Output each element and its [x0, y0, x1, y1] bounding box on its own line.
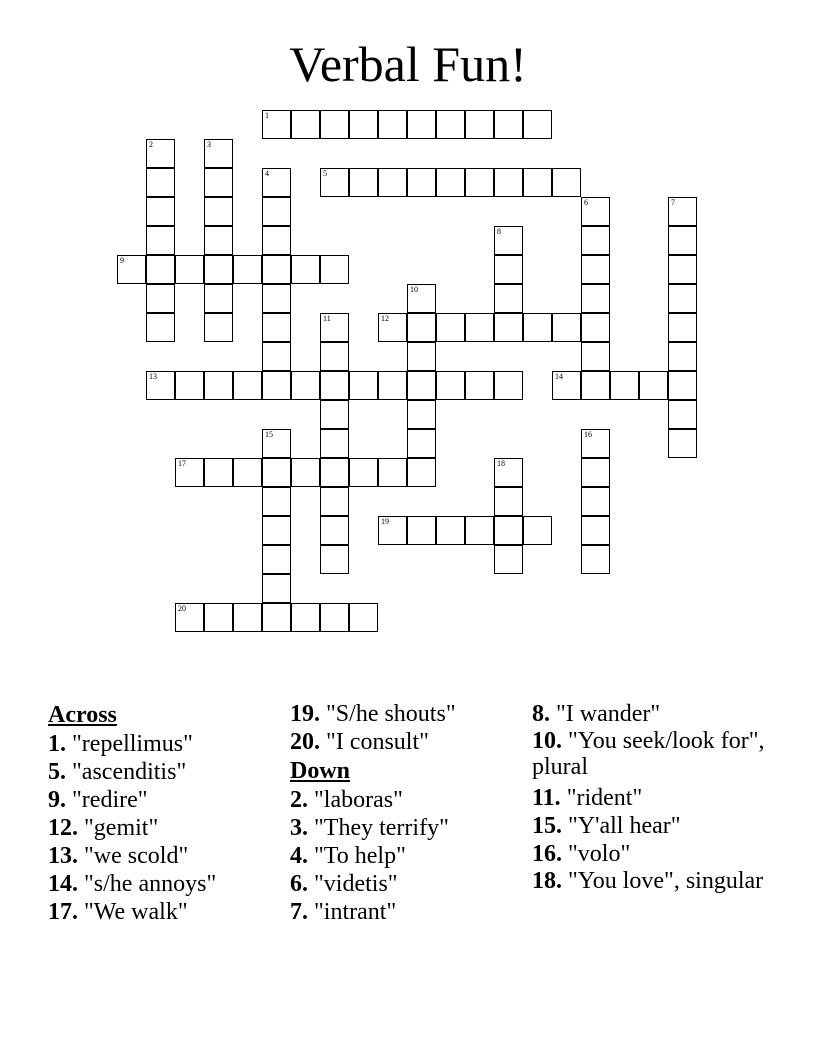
clue-down-4 — [290, 842, 530, 870]
clue-text: "To help" — [314, 843, 406, 869]
grid-cell[interactable] — [204, 168, 233, 197]
clue-number: 3. — [290, 815, 308, 841]
grid-cell[interactable] — [349, 371, 378, 400]
grid-cell[interactable] — [291, 603, 320, 632]
grid-cell[interactable] — [291, 458, 320, 487]
grid-cell[interactable] — [320, 458, 349, 487]
grid-cell[interactable] — [436, 516, 465, 545]
grid-cell[interactable] — [378, 313, 407, 342]
grid-cell[interactable] — [407, 429, 436, 458]
grid-cell[interactable] — [668, 284, 697, 313]
grid-cell[interactable] — [262, 516, 291, 545]
grid-cell[interactable] — [146, 168, 175, 197]
grid-cell[interactable] — [378, 516, 407, 545]
cell-number: 6 — [584, 198, 588, 207]
clue-down-8 — [532, 700, 782, 728]
clue-number: 13. — [48, 843, 78, 869]
clue-across-20 — [290, 728, 530, 756]
grid-cell[interactable] — [146, 284, 175, 313]
grid-cell[interactable] — [465, 371, 494, 400]
grid-cell[interactable] — [523, 110, 552, 139]
cell-number: 15 — [265, 430, 273, 439]
grid-cell[interactable] — [204, 371, 233, 400]
grid-cell[interactable] — [262, 545, 291, 574]
cell-number: 14 — [555, 372, 563, 381]
grid-cell[interactable] — [204, 255, 233, 284]
grid-cell[interactable] — [552, 168, 581, 197]
grid-cell[interactable] — [494, 226, 523, 255]
clue-number: 18. — [532, 868, 562, 894]
clue-text: "I consult" — [326, 729, 429, 755]
grid-cell[interactable] — [320, 487, 349, 516]
grid-cell[interactable] — [407, 342, 436, 371]
grid-cell[interactable] — [378, 168, 407, 197]
down-heading: Down — [290, 758, 351, 784]
grid-cell[interactable] — [639, 371, 668, 400]
clue-number: 1. — [48, 731, 66, 757]
cell-number: 4 — [265, 169, 269, 178]
grid-cell[interactable] — [668, 255, 697, 284]
grid-cell[interactable] — [378, 371, 407, 400]
grid-cell[interactable] — [320, 110, 349, 139]
grid-cell[interactable] — [233, 603, 262, 632]
clue-across-1 — [48, 730, 288, 758]
clue-text: "I wander" — [556, 701, 661, 727]
cell-number: 9 — [120, 256, 124, 265]
clue-down-3 — [290, 814, 530, 842]
grid-cell[interactable] — [581, 458, 610, 487]
grid-cell[interactable] — [291, 371, 320, 400]
grid-cell[interactable] — [436, 110, 465, 139]
grid-cell[interactable] — [581, 545, 610, 574]
grid-cell[interactable] — [407, 371, 436, 400]
clue-number: 12. — [48, 815, 78, 841]
grid-cell[interactable] — [436, 313, 465, 342]
clue-number: 4. — [290, 843, 308, 869]
grid-cell[interactable] — [262, 255, 291, 284]
cell-number: 1 — [265, 111, 269, 120]
cell-number: 19 — [381, 517, 389, 526]
grid-cell[interactable] — [262, 226, 291, 255]
grid-cell[interactable] — [668, 197, 697, 226]
grid-cell[interactable] — [494, 371, 523, 400]
grid-cell[interactable] — [668, 371, 697, 400]
grid-cell[interactable] — [668, 313, 697, 342]
grid-cell[interactable] — [262, 574, 291, 603]
grid-cell[interactable] — [407, 400, 436, 429]
grid-cell[interactable] — [494, 255, 523, 284]
cell-number: 11 — [323, 314, 331, 323]
grid-cell[interactable] — [378, 458, 407, 487]
grid-cell[interactable] — [668, 342, 697, 371]
clue-text: "They terrify" — [314, 815, 449, 841]
cell-number: 16 — [584, 430, 592, 439]
grid-cell[interactable] — [581, 429, 610, 458]
grid-cell[interactable] — [581, 226, 610, 255]
grid-cell[interactable] — [320, 516, 349, 545]
cell-number: 5 — [323, 169, 327, 178]
grid-cell[interactable] — [262, 110, 291, 139]
grid-cell[interactable] — [552, 313, 581, 342]
grid-cell[interactable] — [668, 400, 697, 429]
grid-cell[interactable] — [175, 458, 204, 487]
clue-number: 2. — [290, 787, 308, 813]
grid-cell[interactable] — [407, 110, 436, 139]
grid-cell[interactable] — [291, 255, 320, 284]
clue-text: "gemit" — [84, 815, 159, 841]
clue-text: "videtis" — [314, 871, 398, 897]
grid-cell[interactable] — [494, 168, 523, 197]
grid-cell[interactable] — [320, 255, 349, 284]
cell-number: 3 — [207, 140, 211, 149]
clue-down-6 — [290, 870, 530, 898]
grid-cell[interactable] — [146, 226, 175, 255]
grid-cell[interactable] — [262, 342, 291, 371]
clue-text: "You love", singular — [568, 868, 764, 894]
clue-text: "redire" — [72, 787, 148, 813]
grid-cell[interactable] — [581, 313, 610, 342]
grid-cell[interactable] — [262, 487, 291, 516]
clue-number: 5. — [48, 759, 66, 785]
grid-cell[interactable] — [465, 516, 494, 545]
grid-cell[interactable] — [204, 603, 233, 632]
clue-text: "intrant" — [314, 899, 397, 925]
clue-text: "laboras" — [314, 787, 403, 813]
grid-cell[interactable] — [552, 371, 581, 400]
cell-number: 20 — [178, 604, 186, 613]
grid-cell[interactable] — [407, 313, 436, 342]
grid-cell[interactable] — [581, 197, 610, 226]
grid-cell[interactable] — [146, 255, 175, 284]
clue-down-18 — [532, 868, 782, 894]
cell-number: 10 — [410, 285, 418, 294]
grid-cell[interactable] — [349, 110, 378, 139]
grid-cell[interactable] — [668, 429, 697, 458]
grid-cell[interactable] — [175, 603, 204, 632]
grid-cell[interactable] — [117, 255, 146, 284]
clue-column-2 — [290, 700, 530, 926]
grid-cell[interactable] — [465, 313, 494, 342]
clue-across-12 — [48, 814, 288, 842]
grid-cell[interactable] — [523, 516, 552, 545]
cell-number: 2 — [149, 140, 153, 149]
grid-cell[interactable] — [494, 458, 523, 487]
clue-number: 8. — [532, 701, 550, 727]
cell-number: 18 — [497, 459, 505, 468]
grid-cell[interactable] — [262, 458, 291, 487]
grid-cell[interactable] — [320, 429, 349, 458]
grid-cell[interactable] — [262, 197, 291, 226]
clue-text: "Y'all hear" — [568, 813, 681, 839]
grid-cell[interactable] — [204, 139, 233, 168]
grid-cell[interactable] — [291, 110, 320, 139]
grid-cell[interactable] — [320, 545, 349, 574]
grid-cell[interactable] — [407, 168, 436, 197]
grid-cell[interactable] — [523, 313, 552, 342]
clue-down-15 — [532, 812, 782, 840]
clue-column-3 — [532, 700, 782, 898]
puzzle-title: Verbal Fun! — [289, 36, 527, 92]
clue-text: "ascenditis" — [72, 759, 187, 785]
clue-down-2 — [290, 786, 530, 814]
grid-cell[interactable] — [175, 255, 204, 284]
grid-cell[interactable] — [320, 400, 349, 429]
grid-cell[interactable] — [610, 371, 639, 400]
clue-number: 15. — [532, 813, 562, 839]
grid-cell[interactable] — [146, 371, 175, 400]
clue-text: "volo" — [568, 841, 631, 867]
grid-cell[interactable] — [407, 458, 436, 487]
grid-cell[interactable] — [581, 255, 610, 284]
clue-number: 19. — [290, 701, 320, 727]
grid-cell[interactable] — [494, 545, 523, 574]
clue-text: "S/he shouts" — [326, 701, 456, 727]
clue-number: 11. — [532, 785, 561, 811]
clue-text: "We walk" — [84, 899, 188, 925]
grid-cell[interactable] — [204, 458, 233, 487]
grid-cell[interactable] — [233, 371, 262, 400]
clue-number: 20. — [290, 729, 320, 755]
grid-cell[interactable] — [146, 197, 175, 226]
clue-text: "repellimus" — [72, 731, 193, 757]
clue-text: "we scold" — [84, 843, 189, 869]
cell-number: 12 — [381, 314, 389, 323]
grid-cell[interactable] — [668, 226, 697, 255]
grid-cell[interactable] — [262, 429, 291, 458]
grid-cell[interactable] — [407, 284, 436, 313]
grid-cell[interactable] — [349, 458, 378, 487]
grid-cell[interactable] — [233, 458, 262, 487]
clue-number: 6. — [290, 871, 308, 897]
grid-cell[interactable] — [494, 284, 523, 313]
grid-cell[interactable] — [378, 110, 407, 139]
clue-across-17 — [48, 898, 288, 926]
clue-across-14 — [48, 870, 288, 898]
cell-number: 8 — [497, 227, 501, 236]
clue-down-11 — [532, 784, 782, 812]
clue-across-9 — [48, 786, 288, 814]
grid-cell[interactable] — [494, 487, 523, 516]
grid-cell[interactable] — [320, 371, 349, 400]
clue-number: 17. — [48, 899, 78, 925]
clue-number: 16. — [532, 841, 562, 867]
grid-cell[interactable] — [494, 516, 523, 545]
grid-cell[interactable] — [262, 284, 291, 313]
clue-text: "s/he annoys" — [84, 871, 217, 897]
grid-cell[interactable] — [146, 139, 175, 168]
grid-cell[interactable] — [204, 313, 233, 342]
clue-down-10 — [532, 728, 782, 780]
grid-cell[interactable] — [320, 168, 349, 197]
clue-down-16 — [532, 840, 782, 868]
clue-column-1 — [48, 700, 288, 926]
clue-number: 7. — [290, 899, 308, 925]
across-heading: Across — [48, 702, 117, 728]
grid-cell[interactable] — [465, 168, 494, 197]
grid-cell[interactable] — [523, 168, 552, 197]
clue-number: 10. — [532, 728, 562, 754]
grid-cell[interactable] — [262, 168, 291, 197]
grid-cell[interactable] — [581, 342, 610, 371]
grid-cell[interactable] — [204, 197, 233, 226]
grid-cell[interactable] — [581, 487, 610, 516]
grid-cell[interactable] — [175, 371, 204, 400]
cell-number: 17 — [178, 459, 186, 468]
grid-cell[interactable] — [320, 313, 349, 342]
grid-cell[interactable] — [465, 110, 494, 139]
grid-cell[interactable] — [581, 371, 610, 400]
clue-across-19 — [290, 700, 530, 728]
grid-cell[interactable] — [407, 516, 436, 545]
cell-number: 7 — [671, 198, 675, 207]
grid-cell[interactable] — [262, 371, 291, 400]
grid-cell[interactable] — [581, 516, 610, 545]
clue-across-13 — [48, 842, 288, 870]
grid-cell[interactable] — [436, 168, 465, 197]
grid-cell[interactable] — [581, 284, 610, 313]
grid-cell[interactable] — [204, 284, 233, 313]
grid-cell[interactable] — [436, 371, 465, 400]
grid-cell[interactable] — [262, 603, 291, 632]
grid-cell[interactable] — [320, 603, 349, 632]
grid-cell[interactable] — [349, 168, 378, 197]
grid-cell[interactable] — [349, 603, 378, 632]
grid-cell[interactable] — [320, 342, 349, 371]
clue-number: 9. — [48, 787, 66, 813]
clue-text: "You seek/look for", plural — [532, 728, 765, 780]
clue-across-5 — [48, 758, 288, 786]
clue-down-7 — [290, 898, 530, 926]
grid-cell[interactable] — [262, 313, 291, 342]
grid-cell[interactable] — [494, 313, 523, 342]
grid-cell[interactable] — [494, 110, 523, 139]
clue-text: "rident" — [566, 785, 643, 811]
grid-cell[interactable] — [204, 226, 233, 255]
grid-cell[interactable] — [146, 313, 175, 342]
cell-number: 13 — [149, 372, 157, 381]
clue-number: 14. — [48, 871, 78, 897]
grid-cell[interactable] — [233, 255, 262, 284]
